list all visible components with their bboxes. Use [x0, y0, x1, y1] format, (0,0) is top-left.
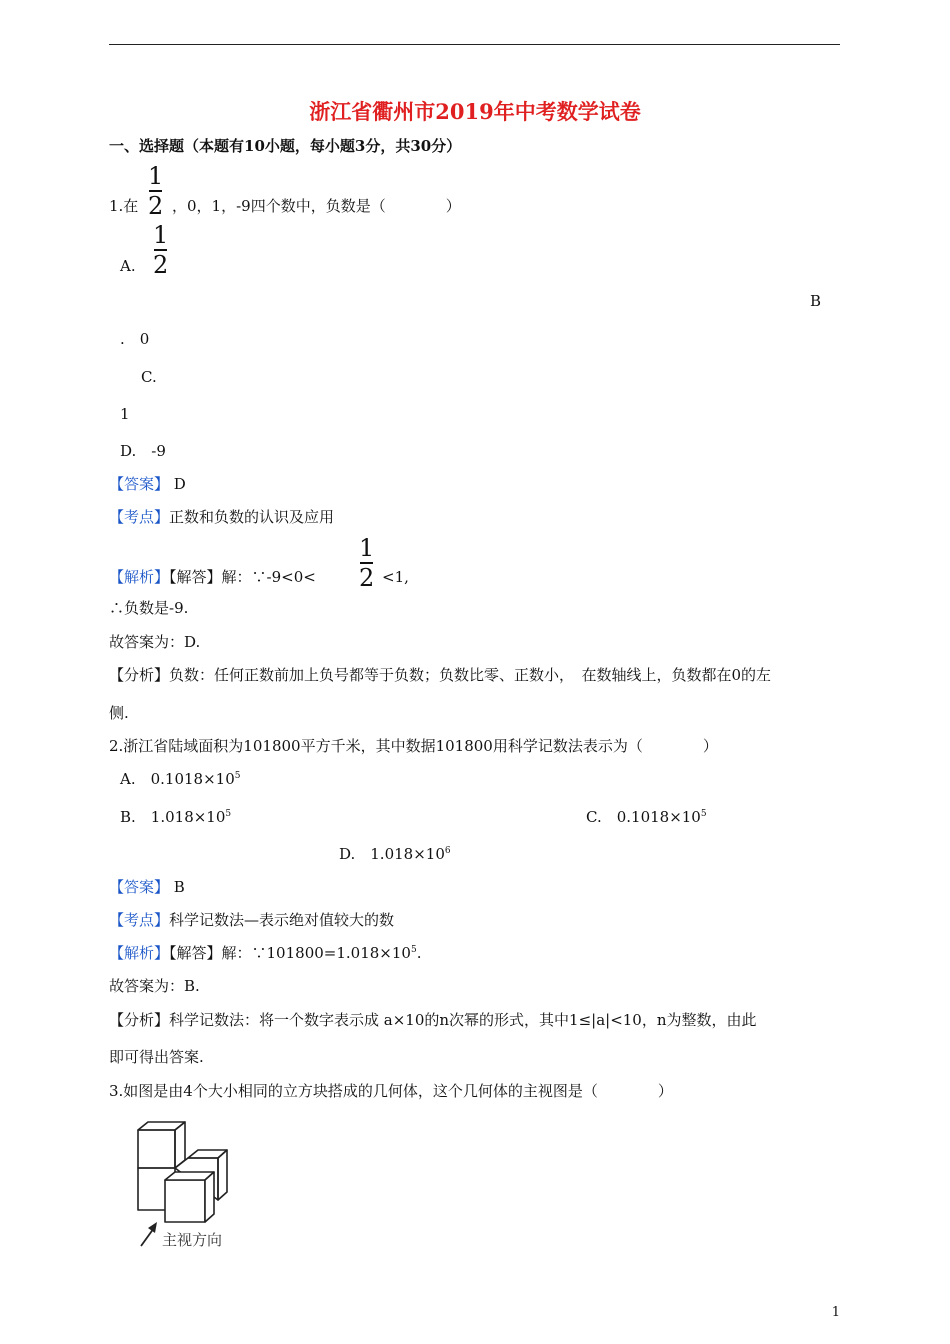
kaodian-text: 科学记数法—表示绝对值较大的数	[169, 911, 395, 929]
cube-face	[218, 1150, 227, 1200]
jiexi-text: 【解答】解：∵-9<0<	[169, 568, 316, 586]
kaodian-text: 正数和负数的认识及应用	[169, 508, 335, 526]
q1-option-a-fraction	[153, 223, 168, 277]
option-text: B. 1.018×10	[120, 808, 226, 826]
cube-face	[188, 1150, 227, 1158]
q2-stem: 2.浙江省陆域面积为101800平方千米，其中数据101800用科学记数法表示为（ ）	[109, 737, 718, 755]
page-number: 1	[831, 1305, 840, 1320]
exponent: 5	[700, 809, 707, 819]
q2-fenxi-line1: 【分析】科学记数法：将一个数字表示成 a×10的n次幂的形式，其中1≤|a|<10，n为整数，由此	[109, 1011, 757, 1029]
answer-value: D	[173, 475, 186, 493]
q2-option-a	[120, 770, 240, 788]
cube-face	[138, 1130, 175, 1168]
fraction-denominator: 2	[359, 563, 375, 592]
q2-jiexi	[109, 944, 421, 962]
cube-face	[138, 1122, 185, 1130]
q2-option-c	[586, 808, 707, 826]
q1-option-c-value: 1	[120, 405, 130, 423]
answer-value: B	[173, 878, 185, 896]
kaodian-tag: 【考点】	[109, 508, 170, 526]
q1-fenxi-line1: 【分析】负数：任何正数前加上负号都等于负数；负数比零、正数小， 在数轴线上，负数都在0的左	[109, 666, 772, 684]
answer-tag: 【答案】	[109, 878, 170, 896]
q1-stem: ，0，1，-9四个数中，负数是（ ）	[172, 197, 461, 215]
view-direction-label: 主视方向	[162, 1231, 223, 1249]
q1-conclusion: ∴负数是-9.	[109, 599, 189, 617]
q2-fenxi-line2: 即可得出答案.	[109, 1048, 204, 1066]
q1-option-c-label: C.	[141, 368, 157, 386]
header-rule	[109, 44, 840, 45]
q3-cube-figure	[130, 1118, 240, 1253]
q1-fraction	[148, 164, 163, 218]
exponent: 5	[225, 809, 232, 819]
answer-tag: 【答案】	[109, 475, 170, 493]
view-direction-arrow-icon	[141, 1222, 157, 1246]
q1-answer	[109, 475, 186, 493]
section-heading: 一、选择题（本题有10小题，每小题3分，共30分）	[109, 137, 462, 155]
q1-prefix: 1.在	[109, 197, 139, 215]
q2-option-d	[339, 845, 451, 863]
option-text: A. 0.1018×10	[120, 770, 235, 788]
option-text: D. 1.018×10	[339, 845, 445, 863]
q1-option-b-value: . 0	[120, 330, 150, 348]
jiexi-end: .	[416, 944, 422, 962]
q2-option-b	[120, 808, 231, 826]
fraction-numerator: 1	[153, 221, 169, 249]
jiexi-tag: 【解析】	[109, 568, 170, 586]
q1-fenxi-line2: 侧.	[109, 704, 129, 722]
exponent: 5	[410, 945, 417, 955]
exponent: 6	[444, 846, 451, 856]
kaodian-tag: 【考点】	[109, 911, 170, 929]
cube-face	[165, 1180, 205, 1222]
page-title: 浙江省衢州市2019年中考数学试卷	[309, 99, 641, 124]
fraction-numerator: 1	[359, 534, 375, 562]
fraction-denominator: 2	[148, 191, 164, 220]
q2-kaodian	[109, 911, 394, 929]
q1-option-d: D. -9	[120, 442, 166, 460]
cube-face	[205, 1172, 214, 1222]
fraction-denominator: 2	[153, 250, 169, 279]
jiexi-text: 【解答】解：∵101800=1.018×10	[169, 944, 411, 962]
q1-option-b-label: B	[810, 292, 822, 310]
fraction-numerator: 1	[148, 162, 164, 190]
q1-jiexi-end: <1,	[382, 568, 409, 586]
q2-final-answer: 故答案为：B.	[109, 977, 200, 995]
q1-jiexi	[109, 568, 316, 586]
option-text: C. 0.1018×10	[586, 808, 701, 826]
q1-jiexi-fraction	[359, 536, 374, 590]
q3-stem: 3.如图是由4个大小相同的立方块搭成的几何体，这个几何体的主视图是（ ）	[109, 1082, 673, 1100]
q1-final-answer: 故答案为：D.	[109, 633, 201, 651]
q1-option-a-label: A.	[120, 257, 136, 275]
q1-kaodian	[109, 508, 334, 526]
q2-answer	[109, 878, 185, 896]
exponent: 5	[234, 771, 241, 781]
jiexi-tag: 【解析】	[109, 944, 170, 962]
